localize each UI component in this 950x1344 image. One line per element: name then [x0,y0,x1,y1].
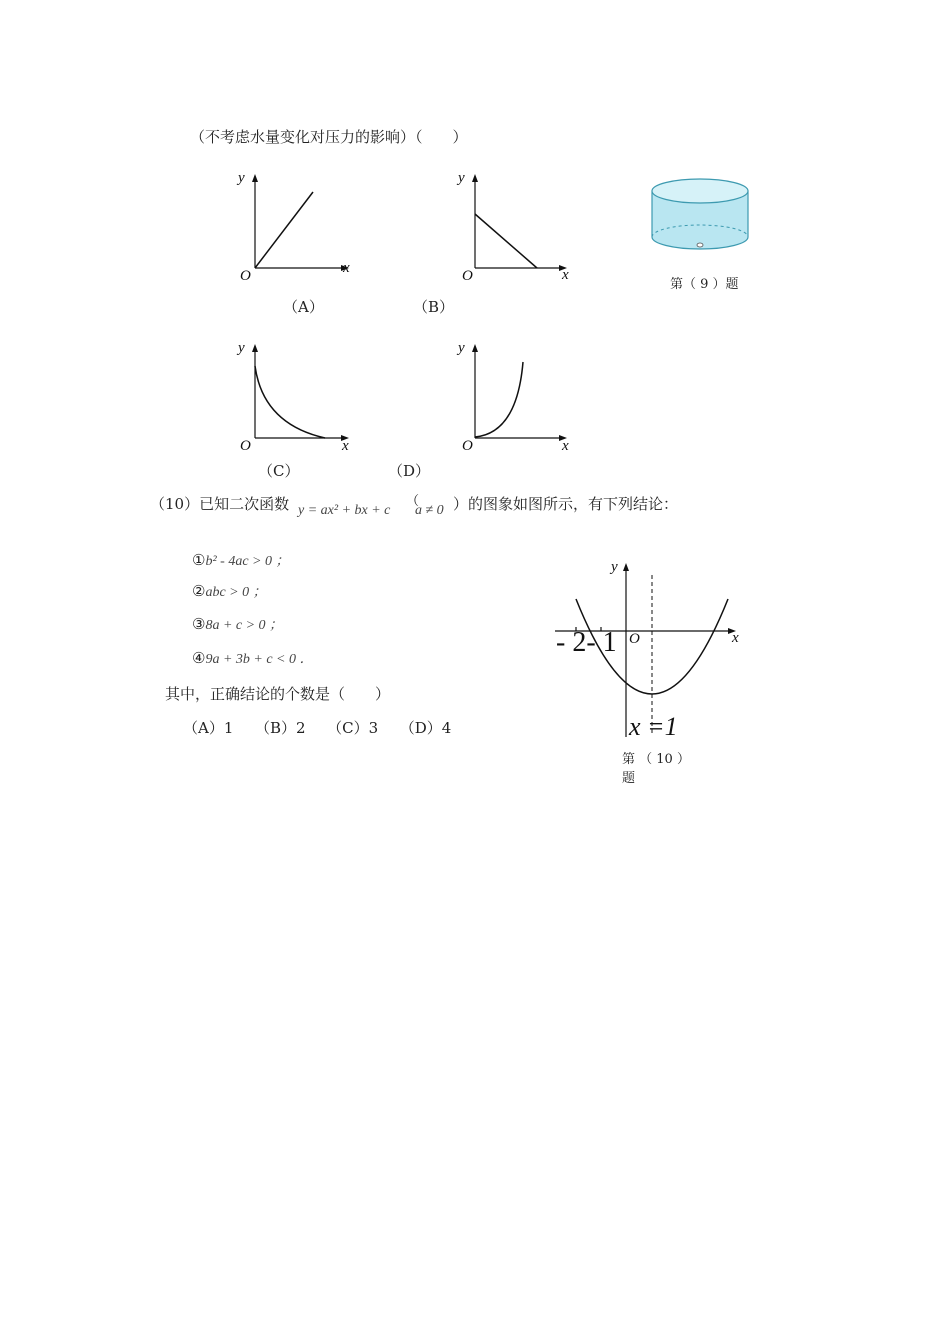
graph-a [235,168,355,283]
statement-1-mark: ① [192,551,206,569]
q9-figure-caption: 第（ 9 ）题 [670,277,739,292]
parabola-neg-labels: - 2- 1 [556,627,617,658]
q10-options [183,717,451,738]
parabola-origin: O [629,631,640,647]
statement-2-mark: ② [192,582,206,600]
q10-question: 其中，正确结论的个数是（ ） [165,685,391,703]
q10-stem-suffix: ）的图象如图所示，有下列结论： [453,495,679,513]
statement-3 [192,614,283,634]
graph-b-x-label: x [562,267,569,283]
axis-of-symmetry-label: x =1 [629,712,678,741]
graph-d-x-label: x [562,438,569,454]
option-b-label: （B） [413,298,455,316]
q10-option-d: （D）4 [399,719,452,737]
q9-note: （不考虑水量变化对压力的影响）（ ） [190,128,468,146]
q10-stem-prefix: （10）已知二次函数 [150,495,290,513]
graph-c-origin: O [240,438,251,454]
q10-option-b: （B）2 [254,719,306,737]
statement-3-mark: ③ [192,615,206,633]
option-c-label: （C） [258,462,300,480]
graph-a-line [255,192,313,268]
graph-c-curve [255,366,325,438]
parabola-x-label: x [732,630,739,646]
parabola-figure [550,555,750,745]
statement-2-expr: abc > 0 ； [205,585,267,600]
statement-2 [192,581,267,601]
statement-4-expr: 9a + 3b + c < 0 ． [205,652,314,667]
statement-1-expr: b² - 4ac > 0 ； [205,554,290,569]
option-a-label: （A） [283,298,324,316]
hole-icon [697,243,703,247]
statement-4-mark: ④ [192,649,206,667]
graph-a-y-label: y [238,170,245,186]
statement-4 [192,648,314,668]
parabola-y-label: y [611,559,618,575]
graph-b-y-label: y [458,170,465,186]
graph-d-y-label: y [458,340,465,356]
graph-d [455,338,580,453]
option-d-label: （D） [388,462,431,480]
q10-condition: a ≠ 0 [415,503,444,518]
graph-d-curve [475,362,523,437]
graph-b [455,168,580,283]
graph-b-origin: O [462,268,473,284]
q10-condition-open: （ [406,494,420,509]
q10-figure-caption-line1: 第 （ 10 ） [622,752,690,767]
graph-c-y-label: y [238,340,245,356]
q10-option-c: （C）3 [327,719,379,737]
graph-c [235,338,360,453]
graph-b-line [475,214,537,268]
graph-a-origin: O [240,268,251,284]
graph-a-x-label: x [343,260,350,276]
graph-d-origin: O [462,438,473,454]
graph-c-x-label: x [342,438,349,454]
statement-1 [192,550,289,570]
statement-3-expr: 8a + c > 0 ； [205,618,284,633]
q10-figure-caption-line2: 题 [622,771,636,786]
q10-function-formula: y = ax² + bx + c [298,503,391,518]
q10-option-a: （A）1 [183,719,234,737]
cylinder-figure [650,175,752,255]
